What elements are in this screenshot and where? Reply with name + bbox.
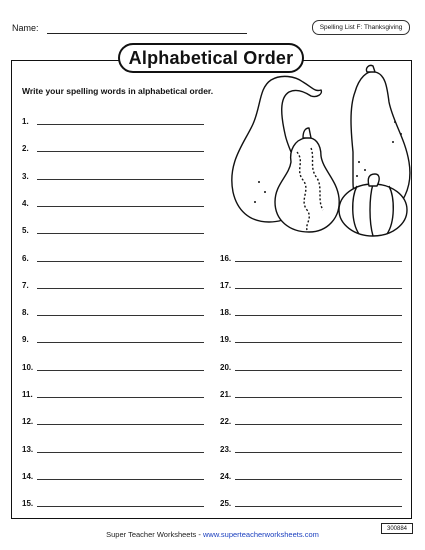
answer-rule[interactable] bbox=[235, 397, 402, 398]
name-label: Name: bbox=[12, 23, 39, 33]
answer-rule[interactable] bbox=[37, 424, 204, 425]
line-number: 1. bbox=[22, 117, 29, 126]
line-number: 15. bbox=[22, 499, 34, 509]
line-number: 4. bbox=[22, 198, 29, 208]
answer-rule[interactable] bbox=[37, 288, 204, 289]
answer-rule[interactable] bbox=[37, 370, 204, 371]
line-number: 22. bbox=[220, 417, 232, 427]
footer-separator: - bbox=[196, 530, 203, 539]
answer-rule[interactable] bbox=[235, 479, 402, 480]
answer-rule[interactable] bbox=[235, 288, 402, 289]
answer-rule[interactable] bbox=[235, 370, 402, 371]
line-number: 23. bbox=[220, 444, 232, 454]
line-number: 11. bbox=[22, 390, 33, 399]
instructions: Write your spelling words in alphabetical order. bbox=[22, 86, 214, 96]
answer-rule[interactable] bbox=[235, 315, 402, 316]
footer bbox=[0, 530, 425, 539]
answer-rule[interactable] bbox=[37, 261, 204, 262]
line-number: 3. bbox=[22, 171, 29, 181]
footer-site-link[interactable]: www.superteacherworksheets.com bbox=[202, 530, 319, 539]
line-number: 10. bbox=[22, 362, 34, 372]
line-number: 14. bbox=[22, 471, 34, 481]
answer-rule[interactable] bbox=[235, 452, 402, 453]
line-number: 21. bbox=[220, 390, 232, 399]
answer-rule[interactable] bbox=[37, 506, 204, 507]
line-number: 25. bbox=[220, 499, 232, 509]
line-number: 5. bbox=[22, 226, 29, 236]
line-number: 13. bbox=[22, 444, 34, 454]
answer-rule[interactable] bbox=[37, 315, 204, 316]
answer-rule[interactable] bbox=[37, 124, 204, 125]
line-number: 20. bbox=[220, 362, 232, 372]
page-title: Alphabetical Order bbox=[118, 43, 304, 73]
name-line[interactable] bbox=[47, 33, 247, 34]
answer-rule[interactable] bbox=[37, 179, 204, 180]
line-number: 12. bbox=[22, 417, 34, 427]
line-number: 2. bbox=[22, 144, 29, 154]
answer-rule[interactable] bbox=[37, 206, 204, 207]
line-number: 9. bbox=[22, 335, 29, 345]
answer-rule[interactable] bbox=[37, 342, 204, 343]
answer-rule[interactable] bbox=[37, 452, 204, 453]
line-number: 6. bbox=[22, 253, 29, 263]
line-number: 7. bbox=[22, 280, 29, 290]
answer-rule[interactable] bbox=[235, 342, 402, 343]
spelling-list-tag: Spelling List F: Thanksgiving bbox=[312, 20, 410, 35]
answer-rule[interactable] bbox=[37, 151, 204, 152]
answer-rule[interactable] bbox=[37, 397, 204, 398]
line-number: 8. bbox=[22, 308, 29, 318]
answer-rule[interactable] bbox=[235, 424, 402, 425]
line-number: 18. bbox=[220, 308, 232, 318]
gourds-and-pumpkin-icon bbox=[225, 62, 415, 242]
answer-rule[interactable] bbox=[235, 261, 402, 262]
line-number: 16. bbox=[220, 253, 232, 263]
worksheet-code: 300884 bbox=[381, 523, 413, 534]
line-number: 19. bbox=[220, 335, 232, 345]
line-number: 17. bbox=[220, 280, 232, 290]
answer-rule[interactable] bbox=[37, 479, 204, 480]
answer-rule[interactable] bbox=[37, 233, 204, 234]
footer-brand: Super Teacher Worksheets bbox=[106, 530, 197, 539]
line-number: 24. bbox=[220, 471, 232, 481]
answer-rule[interactable] bbox=[235, 506, 402, 507]
